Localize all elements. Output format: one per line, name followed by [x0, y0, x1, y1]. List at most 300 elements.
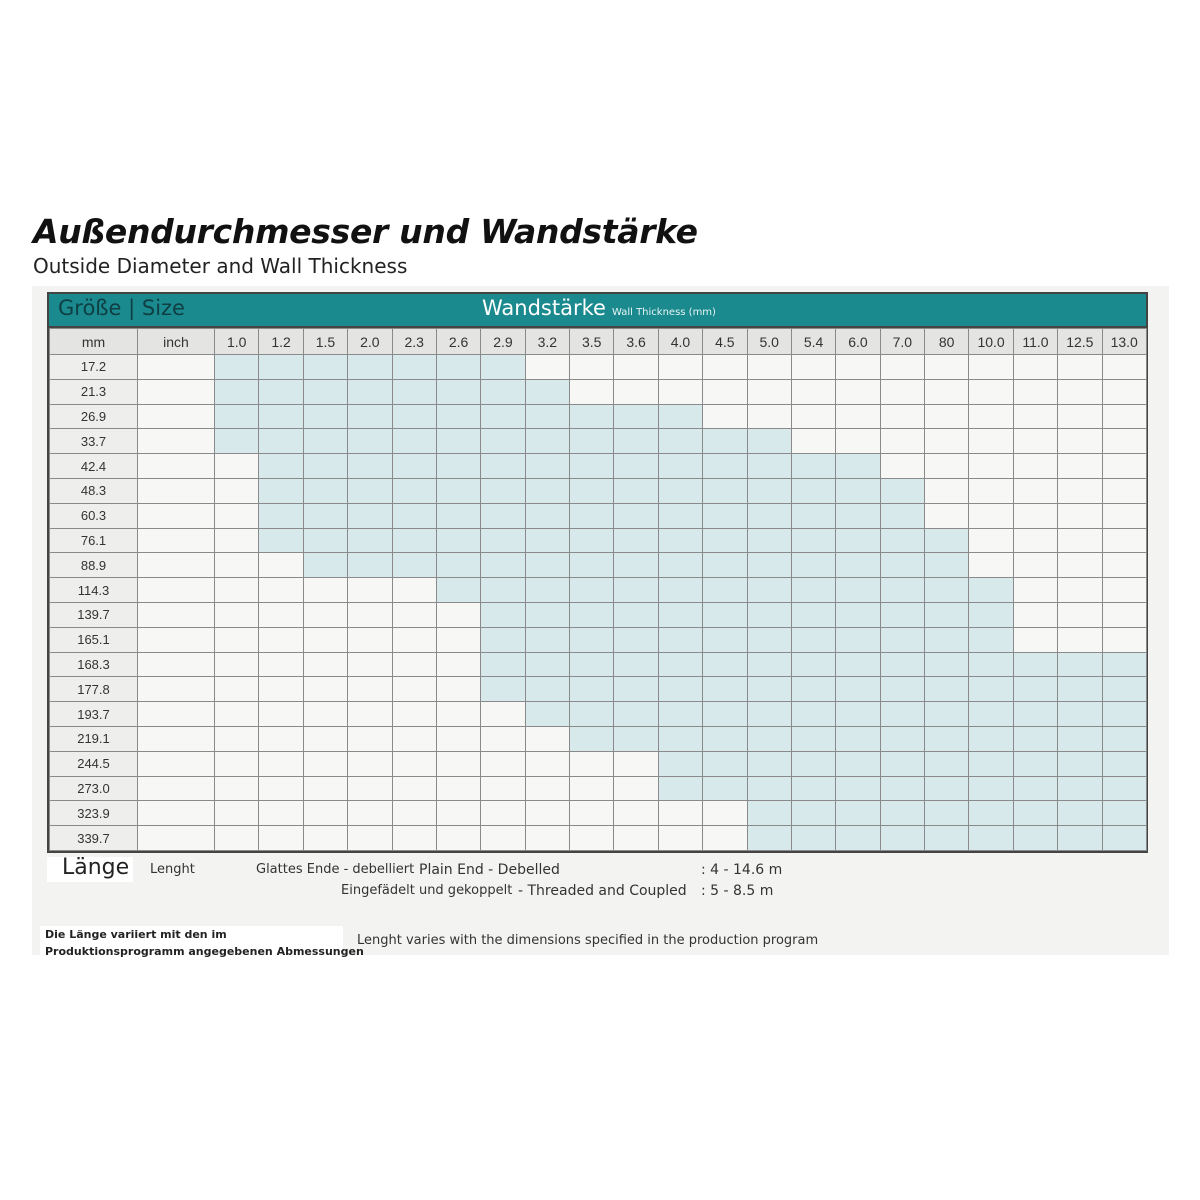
row-size-mm: 48.3	[50, 478, 138, 503]
available-cell	[747, 751, 791, 776]
unavailable-cell	[481, 702, 525, 727]
available-cell	[614, 578, 658, 603]
table-row	[50, 776, 1147, 801]
available-cell	[525, 652, 569, 677]
col-header-thickness: 3.2	[525, 329, 569, 355]
available-cell	[836, 677, 880, 702]
unavailable-cell	[747, 404, 791, 429]
row-size-mm: 26.9	[50, 404, 138, 429]
row-size-inch	[138, 602, 215, 627]
available-cell	[747, 503, 791, 528]
unavailable-cell	[436, 801, 480, 826]
available-cell	[880, 602, 924, 627]
available-cell	[348, 503, 392, 528]
available-cell	[791, 602, 835, 627]
available-cell	[836, 776, 880, 801]
available-cell	[1013, 751, 1057, 776]
header-wall-de: Wandstärke	[482, 296, 606, 320]
unavailable-cell	[392, 677, 436, 702]
row-size-inch	[138, 553, 215, 578]
unavailable-cell	[215, 726, 259, 751]
col-header-thickness: 2.3	[392, 329, 436, 355]
unavailable-cell	[1102, 553, 1146, 578]
unavailable-cell	[259, 602, 303, 627]
unavailable-cell	[259, 553, 303, 578]
col-header-inch: inch	[138, 329, 215, 355]
unavailable-cell	[1013, 627, 1057, 652]
table-row	[50, 726, 1147, 751]
unavailable-cell	[303, 776, 347, 801]
unavailable-cell	[392, 726, 436, 751]
available-cell	[1102, 702, 1146, 727]
row-size-inch	[138, 528, 215, 553]
available-cell	[303, 404, 347, 429]
available-cell	[436, 478, 480, 503]
available-cell	[525, 702, 569, 727]
thickness-matrix	[49, 328, 1147, 851]
laenge-label: Länge	[62, 855, 130, 880]
available-cell	[658, 478, 702, 503]
unavailable-cell	[215, 751, 259, 776]
available-cell	[570, 652, 614, 677]
available-cell	[303, 429, 347, 454]
available-cell	[880, 528, 924, 553]
available-cell	[658, 578, 702, 603]
available-cell	[392, 503, 436, 528]
unavailable-cell	[1058, 578, 1102, 603]
unavailable-cell	[1058, 627, 1102, 652]
col-header-thickness: 1.2	[259, 329, 303, 355]
available-cell	[525, 404, 569, 429]
unavailable-cell	[570, 801, 614, 826]
available-cell	[880, 652, 924, 677]
available-cell	[215, 404, 259, 429]
available-cell	[925, 826, 969, 851]
unavailable-cell	[1013, 404, 1057, 429]
col-header-thickness: 4.5	[703, 329, 747, 355]
available-cell	[747, 726, 791, 751]
available-cell	[614, 454, 658, 479]
unavailable-cell	[392, 602, 436, 627]
available-cell	[614, 726, 658, 751]
row-size-mm: 33.7	[50, 429, 138, 454]
available-cell	[436, 404, 480, 429]
unavailable-cell	[570, 826, 614, 851]
available-cell	[436, 379, 480, 404]
unavailable-cell	[259, 578, 303, 603]
unavailable-cell	[614, 751, 658, 776]
unavailable-cell	[747, 379, 791, 404]
row-size-inch	[138, 776, 215, 801]
available-cell	[525, 578, 569, 603]
available-cell	[481, 404, 525, 429]
unavailable-cell	[703, 355, 747, 380]
available-cell	[570, 702, 614, 727]
available-cell	[747, 454, 791, 479]
row-size-inch	[138, 478, 215, 503]
unavailable-cell	[215, 602, 259, 627]
unavailable-cell	[747, 355, 791, 380]
unavailable-cell	[525, 726, 569, 751]
unavailable-cell	[791, 429, 835, 454]
table-row	[50, 801, 1147, 826]
available-cell	[570, 478, 614, 503]
available-cell	[836, 801, 880, 826]
available-cell	[481, 429, 525, 454]
unavailable-cell	[303, 801, 347, 826]
row-size-mm: 244.5	[50, 751, 138, 776]
available-cell	[570, 429, 614, 454]
available-cell	[791, 528, 835, 553]
unavailable-cell	[969, 404, 1013, 429]
available-cell	[658, 528, 702, 553]
unavailable-cell	[614, 379, 658, 404]
available-cell	[570, 503, 614, 528]
row-size-mm: 17.2	[50, 355, 138, 380]
unavailable-cell	[703, 404, 747, 429]
col-header-thickness: 3.6	[614, 329, 658, 355]
unavailable-cell	[1013, 503, 1057, 528]
available-cell	[1102, 801, 1146, 826]
unavailable-cell	[525, 801, 569, 826]
available-cell	[880, 726, 924, 751]
available-cell	[880, 478, 924, 503]
available-cell	[614, 528, 658, 553]
row-size-mm: 60.3	[50, 503, 138, 528]
available-cell	[969, 627, 1013, 652]
available-cell	[969, 677, 1013, 702]
available-cell	[1102, 677, 1146, 702]
unavailable-cell	[836, 429, 880, 454]
available-cell	[614, 553, 658, 578]
available-cell	[703, 454, 747, 479]
available-cell	[303, 503, 347, 528]
available-cell	[747, 826, 791, 851]
available-cell	[969, 726, 1013, 751]
available-cell	[215, 429, 259, 454]
available-cell	[880, 677, 924, 702]
header-size-label: Größe | Size	[58, 296, 185, 320]
available-cell	[1013, 776, 1057, 801]
available-cell	[1058, 677, 1102, 702]
unavailable-cell	[1058, 478, 1102, 503]
table-row	[50, 702, 1147, 727]
available-cell	[925, 726, 969, 751]
available-cell	[481, 454, 525, 479]
available-cell	[880, 751, 924, 776]
available-cell	[703, 478, 747, 503]
unavailable-cell	[392, 776, 436, 801]
available-cell	[658, 553, 702, 578]
row-size-inch	[138, 379, 215, 404]
unavailable-cell	[303, 652, 347, 677]
available-cell	[925, 776, 969, 801]
available-cell	[836, 528, 880, 553]
available-cell	[703, 627, 747, 652]
unavailable-cell	[215, 528, 259, 553]
unavailable-cell	[703, 801, 747, 826]
available-cell	[791, 652, 835, 677]
available-cell	[880, 553, 924, 578]
row-size-inch	[138, 751, 215, 776]
available-cell	[392, 404, 436, 429]
available-cell	[1102, 826, 1146, 851]
available-cell	[925, 677, 969, 702]
available-cell	[525, 379, 569, 404]
unavailable-cell	[348, 677, 392, 702]
unavailable-cell	[259, 801, 303, 826]
unavailable-cell	[525, 751, 569, 776]
unavailable-cell	[525, 355, 569, 380]
available-cell	[791, 726, 835, 751]
available-cell	[658, 404, 702, 429]
available-cell	[703, 677, 747, 702]
row-size-inch	[138, 404, 215, 429]
available-cell	[481, 528, 525, 553]
available-cell	[303, 553, 347, 578]
available-cell	[1013, 702, 1057, 727]
unavailable-cell	[658, 826, 702, 851]
unavailable-cell	[791, 404, 835, 429]
available-cell	[1058, 702, 1102, 727]
table-row	[50, 627, 1147, 652]
col-header-thickness: 1.5	[303, 329, 347, 355]
unavailable-cell	[348, 652, 392, 677]
available-cell	[348, 553, 392, 578]
plain-end-range: : 4 - 14.6 m	[701, 862, 783, 878]
unavailable-cell	[392, 751, 436, 776]
table-row	[50, 429, 1147, 454]
unavailable-cell	[215, 776, 259, 801]
col-header-mm: mm	[50, 329, 138, 355]
available-cell	[392, 553, 436, 578]
unavailable-cell	[303, 826, 347, 851]
unavailable-cell	[348, 751, 392, 776]
available-cell	[880, 578, 924, 603]
available-cell	[791, 776, 835, 801]
available-cell	[436, 553, 480, 578]
unavailable-cell	[525, 776, 569, 801]
available-cell	[658, 702, 702, 727]
available-cell	[303, 379, 347, 404]
unavailable-cell	[215, 578, 259, 603]
available-cell	[658, 602, 702, 627]
available-cell	[880, 826, 924, 851]
table-row	[50, 379, 1147, 404]
unavailable-cell	[1013, 553, 1057, 578]
available-cell	[925, 751, 969, 776]
available-cell	[259, 528, 303, 553]
unavailable-cell	[392, 826, 436, 851]
unavailable-cell	[303, 578, 347, 603]
unavailable-cell	[570, 355, 614, 380]
unavailable-cell	[392, 627, 436, 652]
col-header-thickness: 10.0	[969, 329, 1013, 355]
available-cell	[481, 627, 525, 652]
available-cell	[791, 627, 835, 652]
unavailable-cell	[1013, 454, 1057, 479]
unavailable-cell	[836, 355, 880, 380]
unavailable-cell	[1102, 355, 1146, 380]
available-cell	[1013, 652, 1057, 677]
unavailable-cell	[1102, 429, 1146, 454]
available-cell	[1058, 751, 1102, 776]
available-cell	[880, 627, 924, 652]
available-cell	[348, 478, 392, 503]
available-cell	[1013, 801, 1057, 826]
col-header-thickness: 1.0	[215, 329, 259, 355]
unavailable-cell	[880, 429, 924, 454]
note-de-line-1: Die Länge variiert mit den im	[45, 928, 227, 941]
col-header-thickness: 2.0	[348, 329, 392, 355]
available-cell	[392, 528, 436, 553]
table-row	[50, 553, 1147, 578]
available-cell	[436, 355, 480, 380]
available-cell	[348, 379, 392, 404]
available-cell	[525, 627, 569, 652]
available-cell	[747, 652, 791, 677]
available-cell	[481, 355, 525, 380]
unavailable-cell	[1013, 429, 1057, 454]
available-cell	[570, 726, 614, 751]
available-cell	[481, 503, 525, 528]
available-cell	[658, 429, 702, 454]
available-cell	[1102, 726, 1146, 751]
table-row	[50, 478, 1147, 503]
available-cell	[703, 702, 747, 727]
unavailable-cell	[1013, 578, 1057, 603]
available-cell	[1058, 652, 1102, 677]
unavailable-cell	[614, 801, 658, 826]
available-cell	[969, 776, 1013, 801]
available-cell	[614, 429, 658, 454]
page-title: Außendurchmesser und Wandstärke	[33, 212, 698, 251]
unavailable-cell	[925, 503, 969, 528]
available-cell	[570, 553, 614, 578]
available-cell	[747, 553, 791, 578]
available-cell	[747, 677, 791, 702]
col-header-thickness: 2.9	[481, 329, 525, 355]
unavailable-cell	[1058, 528, 1102, 553]
available-cell	[925, 528, 969, 553]
available-cell	[570, 602, 614, 627]
unavailable-cell	[925, 355, 969, 380]
table-row	[50, 677, 1147, 702]
row-size-inch	[138, 429, 215, 454]
unavailable-cell	[1058, 553, 1102, 578]
col-header-thickness: 5.4	[791, 329, 835, 355]
unavailable-cell	[215, 801, 259, 826]
unavailable-cell	[1102, 478, 1146, 503]
available-cell	[570, 677, 614, 702]
unavailable-cell	[1102, 578, 1146, 603]
available-cell	[392, 379, 436, 404]
unavailable-cell	[1058, 454, 1102, 479]
col-header-thickness: 80	[925, 329, 969, 355]
unavailable-cell	[259, 677, 303, 702]
unavailable-cell	[703, 826, 747, 851]
header-wall-en: Wall Thickness (mm)	[611, 307, 716, 318]
available-cell	[259, 503, 303, 528]
col-header-thickness: 11.0	[1013, 329, 1057, 355]
available-cell	[747, 528, 791, 553]
col-header-thickness: 13.0	[1102, 329, 1146, 355]
unavailable-cell	[215, 826, 259, 851]
unavailable-cell	[880, 355, 924, 380]
unavailable-cell	[925, 454, 969, 479]
col-header-thickness: 12.5	[1058, 329, 1102, 355]
threaded-range: : 5 - 8.5 m	[701, 883, 774, 899]
unavailable-cell	[481, 751, 525, 776]
unavailable-cell	[1058, 404, 1102, 429]
available-cell	[259, 379, 303, 404]
unavailable-cell	[969, 355, 1013, 380]
available-cell	[791, 751, 835, 776]
row-size-inch	[138, 801, 215, 826]
unavailable-cell	[614, 355, 658, 380]
unavailable-cell	[215, 652, 259, 677]
unavailable-cell	[259, 776, 303, 801]
available-cell	[969, 652, 1013, 677]
unavailable-cell	[614, 776, 658, 801]
unavailable-cell	[259, 627, 303, 652]
available-cell	[570, 404, 614, 429]
available-cell	[658, 454, 702, 479]
row-size-inch	[138, 578, 215, 603]
unavailable-cell	[703, 379, 747, 404]
unavailable-cell	[259, 726, 303, 751]
row-size-mm: 76.1	[50, 528, 138, 553]
unavailable-cell	[215, 454, 259, 479]
available-cell	[392, 454, 436, 479]
table-row	[50, 355, 1147, 380]
unavailable-cell	[570, 776, 614, 801]
available-cell	[969, 702, 1013, 727]
available-cell	[925, 602, 969, 627]
available-cell	[259, 454, 303, 479]
available-cell	[525, 503, 569, 528]
available-cell	[392, 355, 436, 380]
unavailable-cell	[836, 379, 880, 404]
unavailable-cell	[215, 627, 259, 652]
available-cell	[614, 404, 658, 429]
available-cell	[791, 801, 835, 826]
unavailable-cell	[969, 454, 1013, 479]
row-size-inch	[138, 652, 215, 677]
available-cell	[925, 702, 969, 727]
unavailable-cell	[303, 726, 347, 751]
row-size-inch	[138, 677, 215, 702]
unavailable-cell	[658, 801, 702, 826]
available-cell	[215, 355, 259, 380]
row-size-mm: 219.1	[50, 726, 138, 751]
unavailable-cell	[259, 652, 303, 677]
row-size-mm: 114.3	[50, 578, 138, 603]
unavailable-cell	[303, 751, 347, 776]
unavailable-cell	[1102, 379, 1146, 404]
table-row	[50, 528, 1147, 553]
available-cell	[747, 578, 791, 603]
available-cell	[969, 801, 1013, 826]
available-cell	[303, 528, 347, 553]
unavailable-cell	[658, 379, 702, 404]
available-cell	[969, 578, 1013, 603]
unavailable-cell	[570, 751, 614, 776]
available-cell	[747, 776, 791, 801]
unavailable-cell	[1058, 602, 1102, 627]
available-cell	[614, 677, 658, 702]
table-row	[50, 826, 1147, 851]
